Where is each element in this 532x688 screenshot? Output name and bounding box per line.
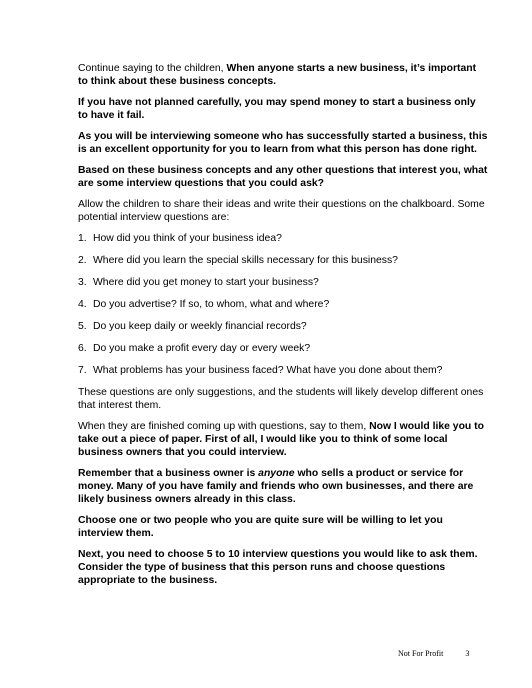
paragraph-suggestions: These questions are only suggestions, and the students will likely develop different ones that interest them. xyxy=(78,387,484,411)
paragraph-paper-bold: Now I would like you to take out a piece of paper. First of all, I would like you to think of some local business owners that you could interview. xyxy=(78,421,484,458)
paragraph-intro-bold: When anyone starts a new business, it’s important to think about these business concepts. xyxy=(78,63,477,87)
list-text: Where did you get money to start your business? xyxy=(93,277,319,288)
paragraph-choose-people: Choose one or two people who you are quite sure will be willing to let you interview them. xyxy=(78,515,443,539)
document-body xyxy=(78,62,488,595)
paragraph-paper-instruction xyxy=(78,420,488,459)
paragraph-owner-emphasis: anyone xyxy=(258,468,295,479)
list-item xyxy=(78,276,488,289)
paragraph-business-owner xyxy=(78,467,488,506)
paragraph-paper-text: When they are finished coming up with questions, say to them, xyxy=(78,421,370,432)
list-number: 7. xyxy=(78,365,87,376)
paragraph-planning-warning: If you have not planned carefully, you may spend money to start a business only to have it fail. xyxy=(78,97,476,121)
paragraph-intro xyxy=(78,62,488,88)
list-item xyxy=(78,342,488,355)
list-item xyxy=(78,232,488,245)
list-number: 4. xyxy=(78,299,87,310)
paragraph-owner-after: who sells a product or service for money. Many of you have family and friends who own businesses, and there are likely business owners already in this class. xyxy=(78,468,474,505)
question-list xyxy=(78,232,488,377)
paragraph-interview-opportunity: As you will be interviewing someone who has successfully started a business, this is an excellent opportunity for you to learn from what this person has done right. xyxy=(78,131,488,155)
list-number: 1. xyxy=(78,233,87,244)
list-item xyxy=(78,298,488,311)
list-text: Where did you learn the special skills necessary for this business? xyxy=(93,255,398,266)
list-text: Do you keep daily or weekly financial records? xyxy=(93,321,307,332)
paragraph-intro-text: Continue saying to the children, xyxy=(78,63,227,74)
list-text: Do you advertise? If so, to whom, what and where? xyxy=(93,299,330,310)
list-text: What problems has your business faced? What have you done about them? xyxy=(93,365,443,376)
paragraph-owner-before: Remember that a business owner is xyxy=(78,468,259,479)
paragraph-choose-questions: Next, you need to choose 5 to 10 interview questions you would like to ask them. Consider the type of business that this person runs and choose questions appropriate to the business. xyxy=(78,549,478,586)
list-item xyxy=(78,320,488,333)
list-number: 2. xyxy=(78,255,87,266)
list-number: 3. xyxy=(78,277,87,288)
paragraph-question-prompt: Based on these business concepts and any other questions that interest you, what are some interview questions that you could ask? xyxy=(78,165,488,189)
list-text: How did you think of your business idea? xyxy=(93,233,282,244)
paragraph-share-ideas: Allow the children to share their ideas and write their questions on the chalkboard. Some potential interview questions are: xyxy=(78,199,485,223)
footer-label: Not For Profit xyxy=(398,649,444,658)
list-number: 6. xyxy=(78,343,87,354)
page-footer xyxy=(398,649,469,659)
list-number: 5. xyxy=(78,321,87,332)
list-item xyxy=(78,254,488,267)
page-number: 3 xyxy=(465,649,470,658)
list-item xyxy=(78,364,488,377)
list-text: Do you make a profit every day or every week? xyxy=(93,343,311,354)
